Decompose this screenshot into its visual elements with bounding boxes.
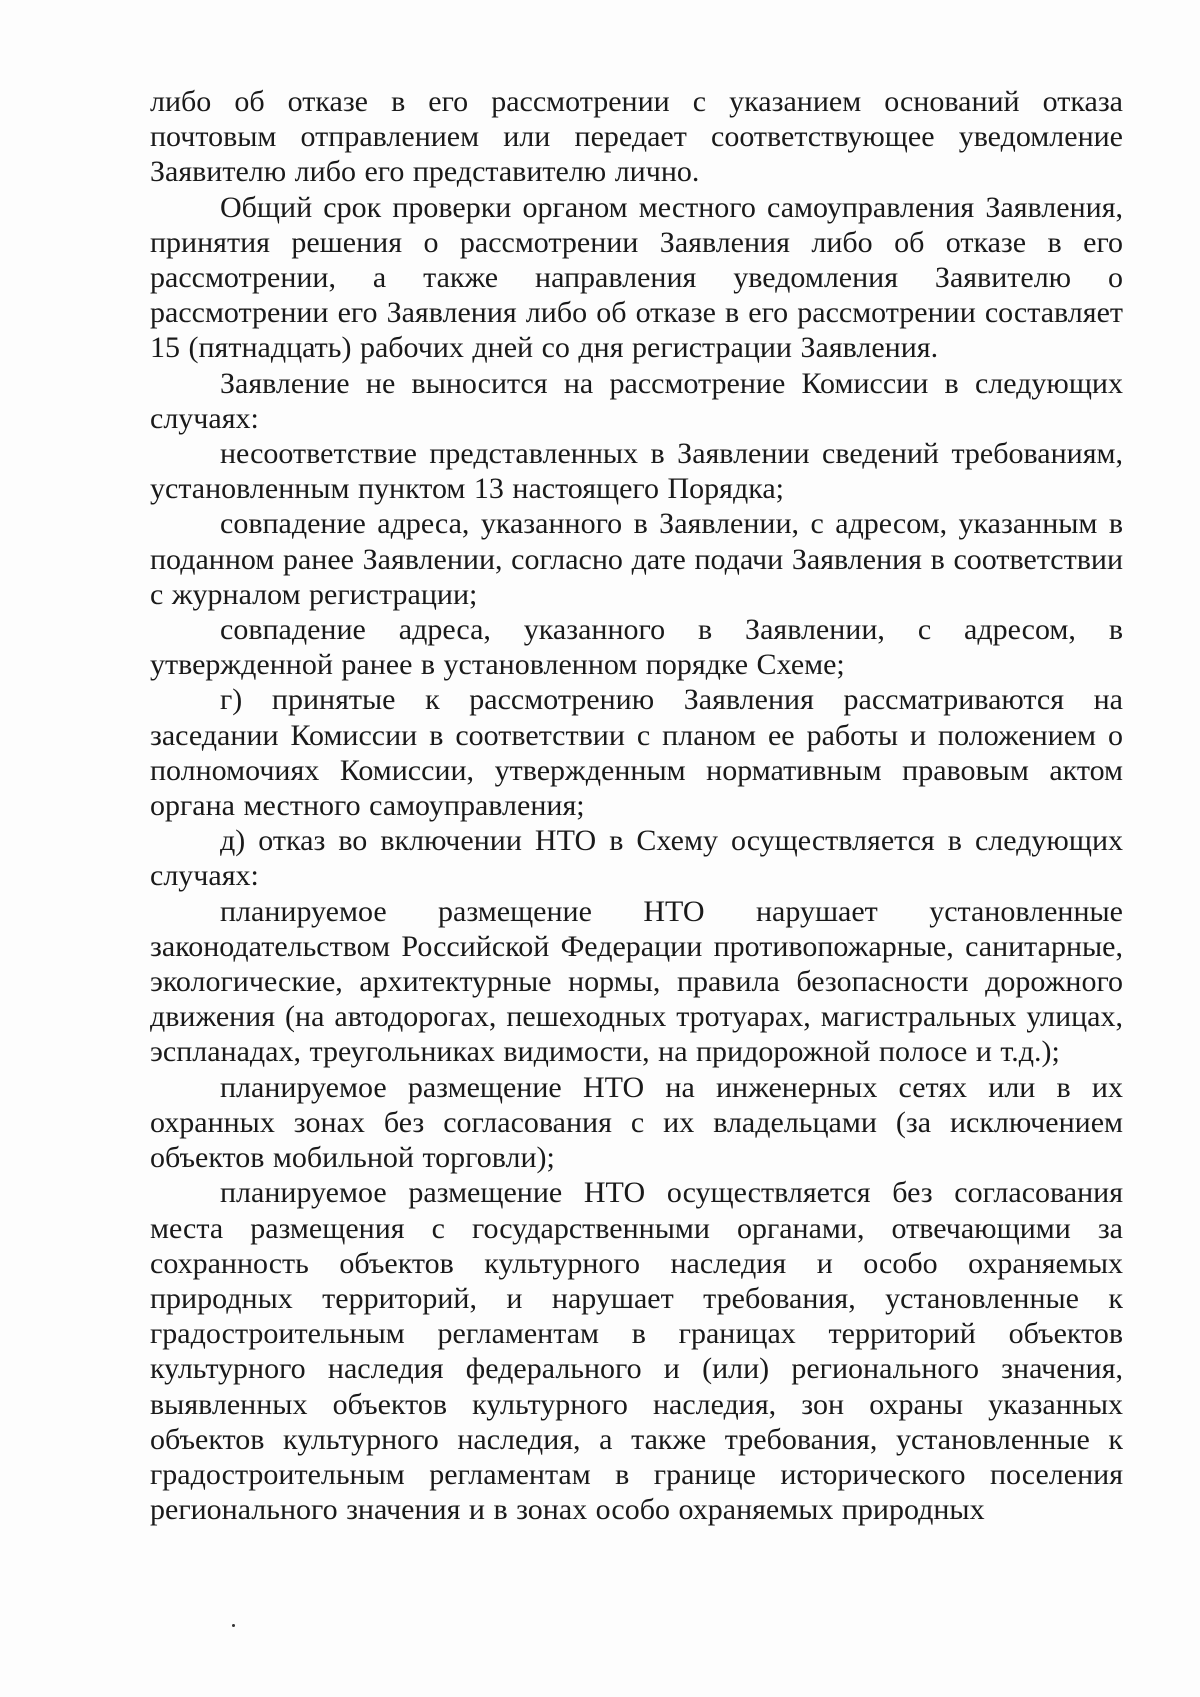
paragraph-refusal-networks: планируемое размещение НТО на инженерных сетях или в их охранных зонах без согласования с их владельцами (за исключением объектов мобильной торговли); <box>150 1070 1123 1175</box>
paragraph-case-address-scheme: совпадение адреса, указанного в Заявлении, с адресом, в утвержденной ранее в установленном порядке Схеме; <box>150 613 1123 682</box>
paragraph-item-g: г) принятые к рассмотрению Заявления рассматриваются на заседании Комиссии в соответствии с планом ее работы и положением о полномочиях Комиссии, утвержденным нормативным правовым актом органа местного самоуправления; <box>150 683 1123 823</box>
paragraph-case-address-earlier: совпадение адреса, указанного в Заявлении, с адресом, указанным в поданном ранее Заявлении, согласно дате подачи Заявления в соответствии с журналом регистрации; <box>150 507 1123 611</box>
paragraph-case-mismatch: несоответствие представленных в Заявлении сведений требованиям, установленным пунктом 13 настоящего Порядка; <box>150 437 1123 506</box>
paragraph-refusal-norms: планируемое размещение НТО нарушает установленные законодательством Российской Федерации противопожарные, санитарные, экологические, архитектурные нормы, правила безопасности дорожного движения (на автодорогах, пешеходных тротуарах, магистральных улицах, эспланадах, треугольниках видимости, на придорожной полосе и т.д.); <box>150 894 1123 1069</box>
scan-speck <box>232 1624 235 1627</box>
paragraph-item-d: д) отказ во включении НТО в Схему осуществляется в следующих случаях: <box>150 824 1123 893</box>
paragraph-refusal-heritage: планируемое размещение НТО осуществляется без согласования места размещения с государственными органами, отвечающими за сохранность объектов культурного наследия и особо охраняемых природных территорий, и нарушает требования, установленные к градостроительным регламентам в границах территорий объектов культурного наследия федерального и (или) регионального значения, выявленных объектов культурного наследия, зон охраны указанных объектов культурного наследия, а также требования, установленные к градостроительным регламентам в границе исторического поселения регионального значения и в зонах особо охраняемых природных <box>150 1176 1123 1527</box>
paragraph-continuation: либо об отказе в его рассмотрении с указанием оснований отказа почтовым отправлением или передает соответствующее уведомление Заявителю либо его представителю лично. <box>150 85 1123 189</box>
paragraph-not-submitted-cases: Заявление не выносится на рассмотрение Комиссии в следующих случаях: <box>150 366 1123 435</box>
document-body <box>150 84 1123 1527</box>
paragraph-review-term: Общий срок проверки органом местного самоуправления Заявления, принятия решения о рассмотрении Заявления либо об отказе в его рассмотрении, а также направления уведомления Заявителю о рассмотрении его Заявления либо об отказе в его рассмотрении составляет 15 (пятнадцать) рабочих дней со дня регистрации Заявления. <box>150 190 1123 365</box>
